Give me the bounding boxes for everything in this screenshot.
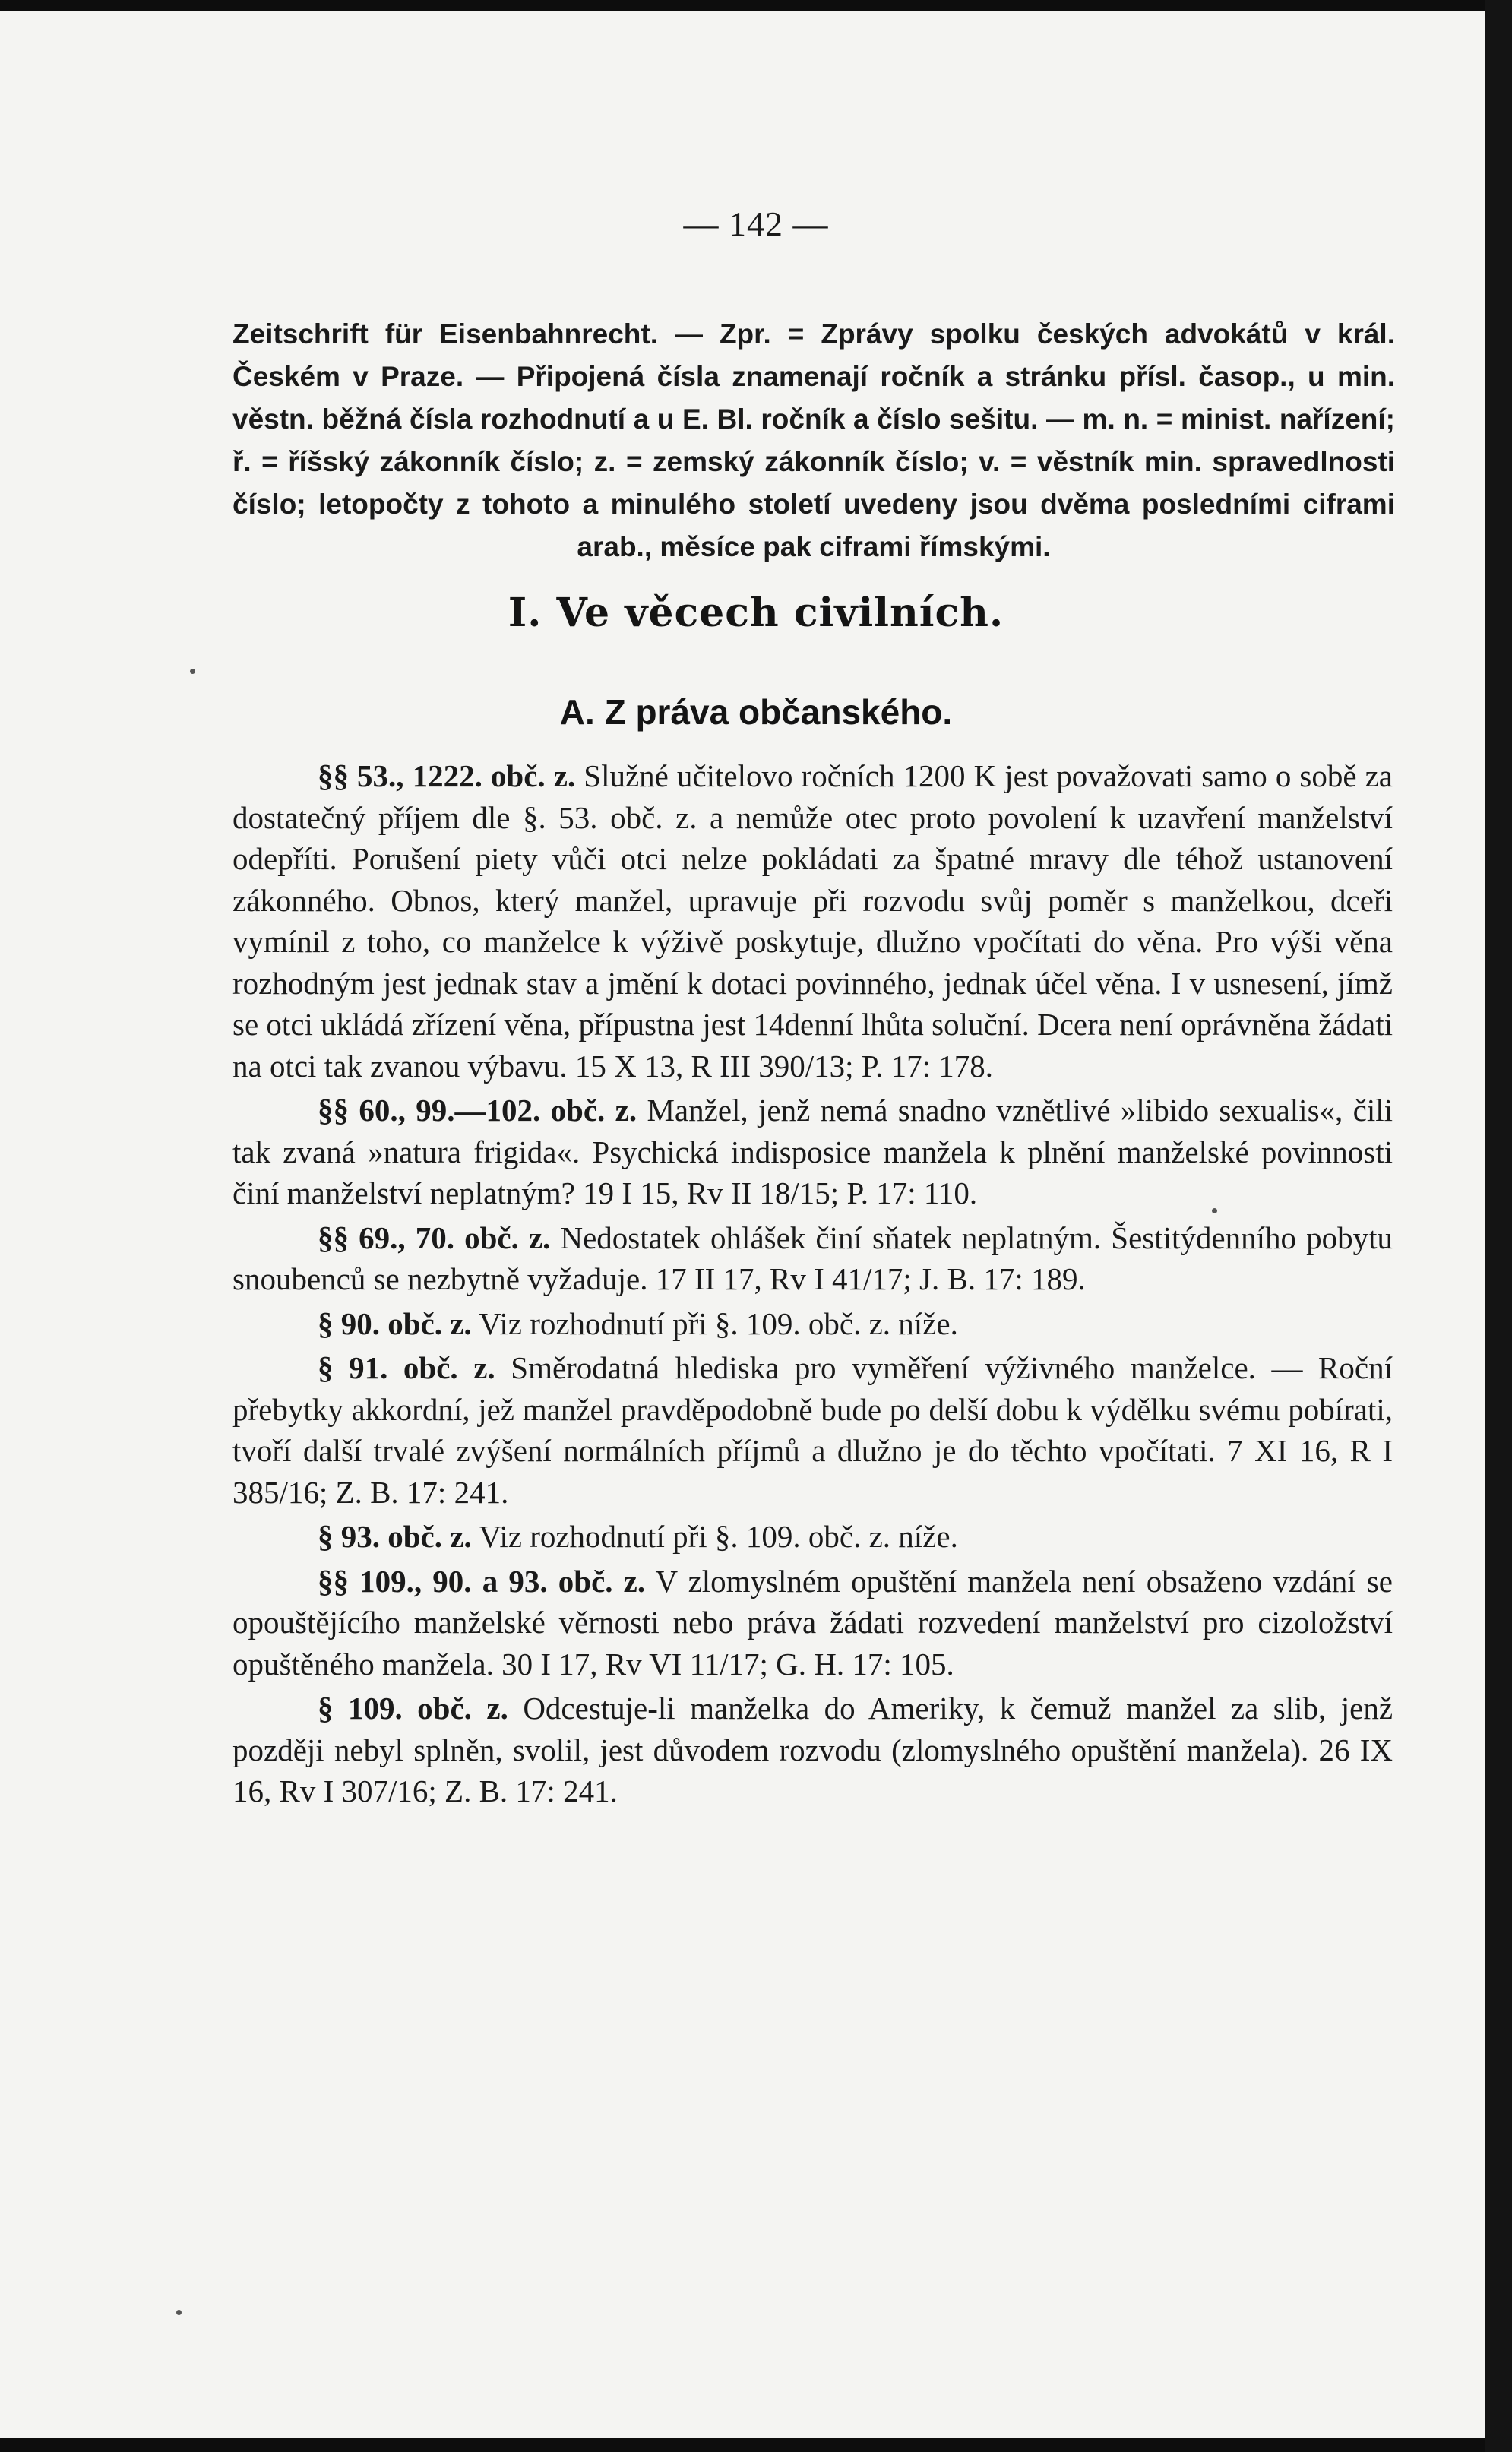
entry-text: Viz rozhodnutí při §. 109. obč. z. níže. — [479, 1519, 958, 1554]
entry-text: Služné učitelovo ročních 1200 K jest považovati samo o sobě za dostatečný příjem dle §. 53. obč. z. a nemůže otec proto povolení k uzavření manželství odepříti. Porušení piety vůči otci nelze pokládati za špatné mravy dle téhož ustanovení zákonného. Obnos, který manžel, upravuje při rozvodu svůj poměr s manželkou, dceři vymínil z toho, co manželce k výživě poskytuje, dlužno vpočítati do věna. Pro výši věna rozhodným jest jednak stav a jmění k dotaci povinného, jednak účel věna. I v usnesení, jímž se otci ukládá zřízení věna, přípustna jest 14denní lhůta soluční. Dcera není oprávněna žádati na otci tak zvanou výbavu. 15 X 13, R III 390/13; P. 17: 178. — [232, 758, 1393, 1084]
page-number: — 142 — — [683, 204, 829, 243]
entry — [232, 1090, 1393, 1214]
entry — [232, 1347, 1393, 1513]
subsection-heading-text: A. Z práva občanského. — [559, 692, 953, 732]
entry-text: Viz rozhodnutí při §. 109. obč. z. níže. — [479, 1305, 958, 1341]
entry-text: V zlomyslném opuštění manžela není obsaženo vzdání se opouštějícího manželské věrnosti nebo práva žádati rozvedení manželství pro cizoložství opuštěného manžela. 30 I 17, Rv VI 11/17; G. H. 17: 105. — [232, 1563, 1393, 1682]
entry-reference: § 90. obč. z. — [318, 1305, 472, 1341]
scan-edge — [1485, 0, 1512, 2452]
entry — [232, 1303, 1393, 1345]
entry-text: Odcestuje-li manželka do Ameriky, k čemuž manžel za slib, jenž později nebyl splněn, svolil, jest důvodem rozvodu (zlomyslného opuštění manžela). 26 IX 16, Rv I 307/16; Z. B. 17: 241. — [232, 1691, 1393, 1808]
entry-reference: § 93. obč. z. — [318, 1519, 472, 1554]
entry-reference: §§ 60., 99.—102. obč. z. — [318, 1093, 637, 1128]
paper-speck — [176, 2310, 182, 2315]
entry-text: Manžel, jenž nemá snadno vznětlivé »libido sexualis«, čili tak zvaná »natura frigida«. Psychická indisposice manžela k plnění manželské povinnosti činí manželství neplatným? 19 I 15, Rv II 18/15; P. 17: 110. — [232, 1093, 1393, 1210]
paper-speck — [1212, 1208, 1217, 1213]
abbreviations-paragraph: Zeitschrift für Eisenbahnrecht. — Zpr. = Zprávy spolku českých advokátů v král. Českém v Praze. — Připojená čísla znamenají ročník a stránku přísl. časop., u min. věstn. běžná čísla rozhodnutí a u E. Bl. ročník a číslo sešitu. — m. n. = minist. nařízení; ř. = říšský zákonník číslo; z. = zemský zákonník číslo; v. = věstník min. spravedlnosti číslo; letopočty z tohoto a minulého století uvedeny jsou dvěma posledními ciframi arab., měsíce pak ciframi římskými. — [232, 318, 1395, 562]
entry-reference: §§ 69., 70. obč. z. — [318, 1220, 551, 1255]
entry — [232, 755, 1393, 1087]
entry-reference: § 109. obč. z. — [318, 1691, 508, 1726]
entry-text: Nedostatek ohlášek činí sňatek neplatným. Šestitýdenního pobytu snoubenců se nezbytně vyžaduje. 17 II 17, Rv I 41/17; J. B. 17: 189. — [232, 1220, 1393, 1296]
entry-reference: §§ 53., 1222. obč. z. — [318, 758, 576, 793]
entries-list — [232, 755, 1393, 1815]
subsection-heading — [0, 691, 1512, 732]
entry-reference: §§ 109., 90. a 93. obč. z. — [318, 1563, 646, 1599]
entry — [232, 1217, 1393, 1300]
entry-text: Směrodatná hlediska pro vyměření výživného manželce. — Roční přebytky akkordní, jež manžel pravděpodobně bude po delší dobu k výdělku svému pobírati, tvoří další trvalé zvýšení normálních příjmů a dlužno je do těchto vpočítati. 7 XI 16, R I 385/16; Z. B. 17: 241. — [232, 1350, 1393, 1510]
entry — [232, 1561, 1393, 1685]
section-heading: I. Ve věcech civilních. — [508, 590, 1004, 636]
entry-reference: § 91. obč. z. — [318, 1350, 495, 1385]
entry — [232, 1688, 1393, 1812]
paper-speck — [190, 669, 195, 674]
entry — [232, 1516, 1393, 1558]
